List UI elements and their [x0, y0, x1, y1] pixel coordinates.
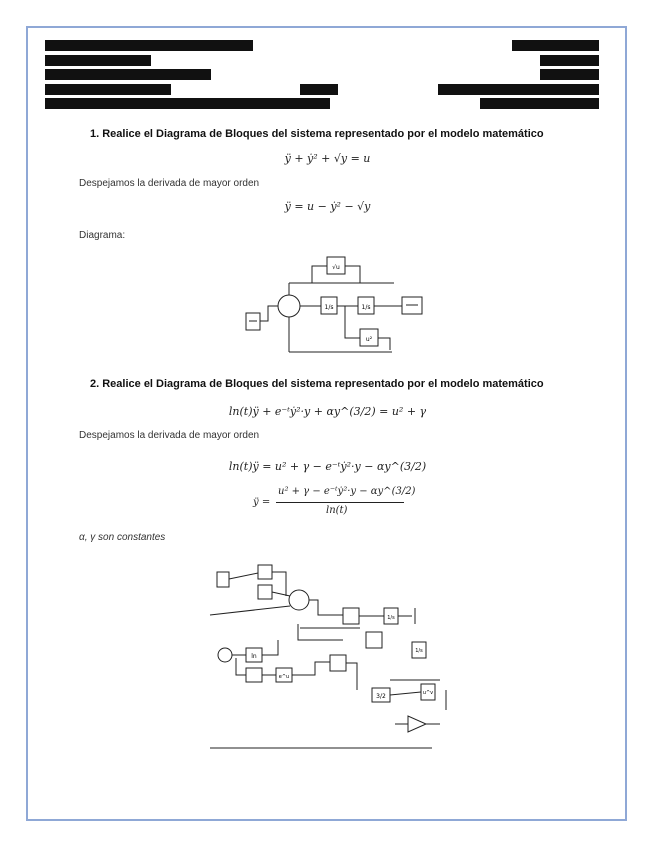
- section1-equation: ÿ + ẏ² + √y = u: [284, 152, 371, 165]
- section2-step-label: Despejamos la derivada de mayor orden: [79, 430, 260, 441]
- fraction-numerator: u² + γ − e⁻ᵗẏ²·y − αy^(3/2): [278, 486, 416, 497]
- clock-block: [218, 648, 232, 662]
- fraction-lhs: ÿ =: [253, 497, 271, 508]
- product2-block: [330, 655, 346, 671]
- section1-diagram-label: Diagrama:: [79, 230, 126, 241]
- section1-step-label: Despejamos la derivada de mayor orden: [79, 178, 260, 189]
- sqrt-block-label: √u: [332, 264, 340, 271]
- square-block-label: u²: [365, 336, 373, 343]
- integrator2-label: 1/s: [415, 648, 423, 654]
- divide-block: [343, 608, 359, 624]
- exp-block-label: e^u: [278, 674, 290, 680]
- section1-title: 1. Realice el Diagrama de Bloques del sistema representado por el modelo matemático: [90, 128, 544, 140]
- signal-line: [262, 640, 278, 655]
- signal-line: [390, 692, 421, 695]
- signal-line: [210, 606, 290, 615]
- fraction-denominator: ln(t): [326, 505, 348, 516]
- signal-line: [298, 624, 343, 640]
- signal-line: [309, 600, 343, 615]
- section2-equation: ln(t)ÿ + e⁻ᵗẏ²·y + αy^(3/2) = u² + γ: [228, 405, 427, 418]
- section2-isolated-equation: ln(t)ÿ = u² + γ − e⁻ᵗẏ²·y − αy^(3/2): [228, 460, 427, 473]
- signal-line: [272, 592, 290, 596]
- constants-note: α, γ son constantes: [79, 532, 166, 543]
- signal-line: [236, 658, 246, 675]
- const-block-label: 3/2: [376, 693, 386, 700]
- input-u-block: [217, 572, 229, 587]
- section1-isolated-equation: ÿ = u − ẏ² − √y: [284, 200, 371, 213]
- integrator2-label: 1/s: [361, 304, 371, 311]
- gamma-block: [258, 585, 272, 599]
- integrator1-label: 1/s: [324, 304, 334, 311]
- signal-line: [229, 573, 258, 579]
- product-block: [366, 632, 382, 648]
- negate-block: [246, 668, 262, 682]
- integrator1-label: 1/s: [387, 615, 395, 621]
- pow-block-label: u^v: [422, 690, 434, 696]
- section2-title: 2. Realice el Diagrama de Bloques del sistema representado por el modelo matemático: [90, 378, 544, 390]
- ln-block-label: ln: [251, 653, 257, 660]
- sum-junction: [289, 590, 309, 610]
- signal-line: [346, 663, 357, 690]
- square-block: [258, 565, 272, 579]
- gain-alpha-block: [408, 716, 426, 732]
- signal-line: [292, 662, 330, 675]
